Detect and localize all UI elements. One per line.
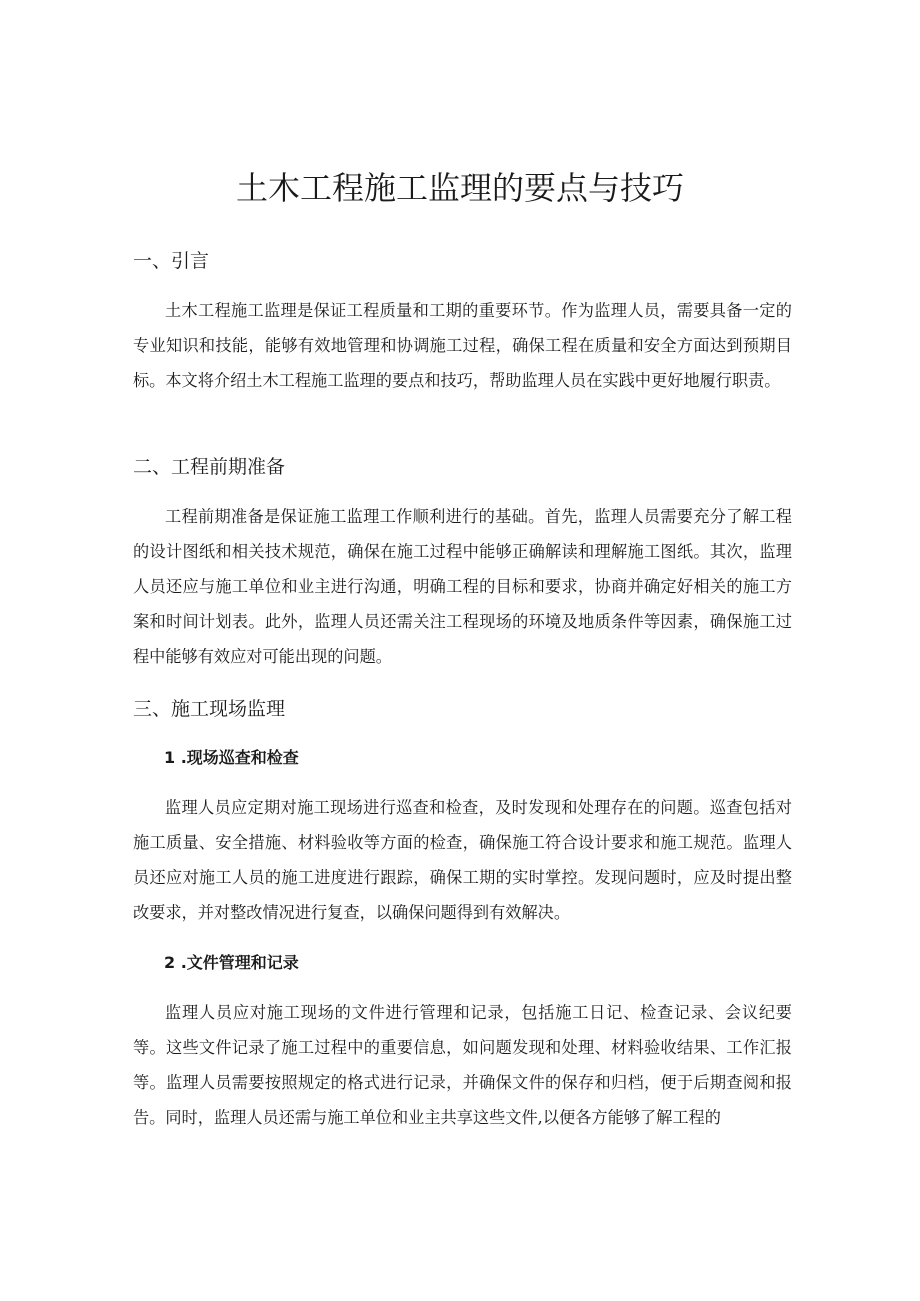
subsection-heading-documents: 2 .文件管理和记录 [164,953,299,972]
document-title: 土木工程施工监理的要点与技巧 [235,169,684,207]
paragraph-preparation: 工程前期准备是保证施工监理工作顺利进行的基础。首先，监理人员需要充分了解工程的设计图纸和相关技术规范，确保在施工过程中能够正确解读和理解施工图纸。其次，监理人员还应与施工单位和业主进行沟通，明确工程的目标和要求，协商并确定好相关的施工方案和时间计划表。此外，监理人员还需关注工程现场的环境及地质条件等因素，确保施工过程中能够有效应对可能出现的问题。 [133,507,792,666]
section-heading-site-supervision: 三、施工现场监理 [133,698,286,720]
subsection-heading-inspection: 1 .现场巡查和检查 [164,748,299,767]
paragraph-inspection: 监理人员应定期对施工现场进行巡查和检查，及时发现和处理存在的问题。巡查包括对施工质量、安全措施、材料验收等方面的检查，确保施工符合设计要求和施工规范。监理人员还应对施工人员的施工进度进行跟踪，确保工期的实时掌控。发现问题时，应及时提出整改要求，并对整改情况进行复查，以确保问题得到有效解决。 [133,798,792,922]
section-heading-introduction: 一、引言 [133,250,210,272]
paragraph-introduction: 土木工程施工监理是保证工程质量和工期的重要环节。作为监理人员，需要具备一定的专业知识和技能，能够有效地管理和协调施工过程，确保工程在质量和安全方面达到预期目标。本文将介绍土木工程施工监理的要点和技巧，帮助监理人员在实践中更好地履行职责。 [133,301,792,390]
section-heading-preparation: 二、工程前期准备 [133,456,286,478]
paragraph-documents: 监理人员应对施工现场的文件进行管理和记录，包括施工日记、检查记录、会议纪要等。这些文件记录了施工过程中的重要信息，如问题发现和处理、材料验收结果、工作汇报等。监理人员需要按照规定的格式进行记录，并确保文件的保存和归档，便于后期查阅和报告。同时，监理人员还需与施工单位和业主共享这些文件,以便各方能够了解工程的 [133,1003,792,1127]
